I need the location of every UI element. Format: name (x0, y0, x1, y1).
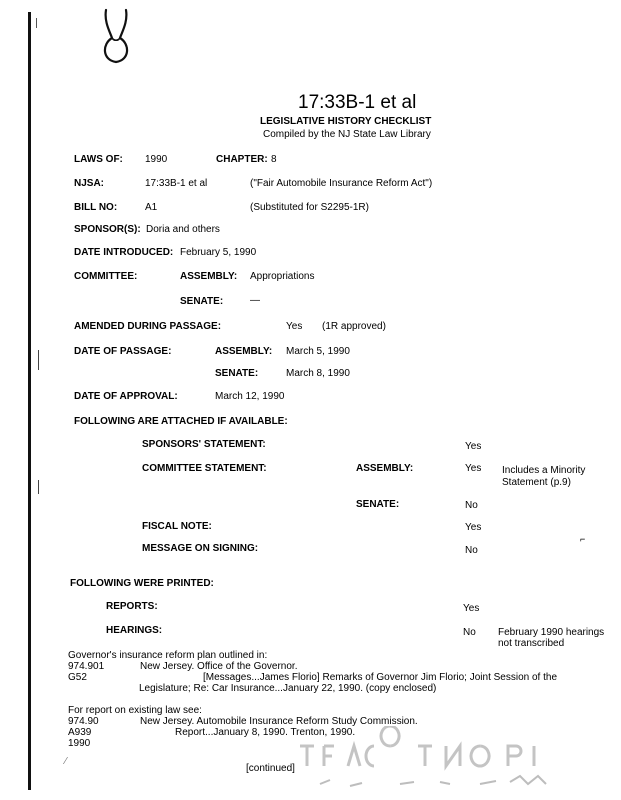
existing-law-citation-line: New Jersey. Automobile Insurance Reform Study Commission. (140, 716, 418, 727)
stray-mark: ⁄ (65, 756, 67, 767)
hearings-note-continued: not transcribed (498, 638, 565, 649)
message-on-signing-value: No (465, 545, 478, 556)
reports-label: REPORTS: (106, 601, 158, 612)
passage-assembly-value: March 5, 1990 (286, 346, 350, 357)
date-of-approval-value: March 12, 1990 (215, 391, 285, 402)
sponsors-label: SPONSOR(S): (74, 224, 141, 235)
chapter-value: 8 (271, 154, 277, 165)
existing-law-call-number-year: 1990 (68, 738, 91, 749)
date-of-passage-label: DATE OF PASSAGE: (74, 346, 172, 357)
bill-no-label: BILL NO: (74, 202, 118, 213)
committee-statement-senate-label: SENATE: (356, 499, 400, 510)
scan-edge-bar (28, 12, 31, 790)
sponsors-statement-value: Yes (465, 441, 482, 452)
document-compiled-by: Compiled by the NJ State Law Library (263, 129, 431, 140)
committee-assembly-label: ASSEMBLY: (180, 271, 238, 282)
printed-heading: FOLLOWING WERE PRINTED: (70, 578, 214, 589)
fiscal-note-label: FISCAL NOTE: (142, 521, 212, 532)
fiscal-note-value: Yes (465, 522, 482, 533)
committee-statement-assembly-label: ASSEMBLY: (356, 463, 414, 474)
committee-label: COMMITTEE: (74, 271, 138, 282)
existing-law-report-line: Report...January 8, 1990. Trenton, 1990. (175, 727, 356, 738)
continued-marker: [continued] (246, 763, 295, 774)
hearings-label: HEARINGS: (106, 625, 163, 636)
binder-clip-icon (96, 8, 136, 66)
committee-senate-value: — (250, 295, 260, 306)
date-of-approval-label: DATE OF APPROVAL: (74, 391, 178, 402)
act-name: ("Fair Automobile Insurance Reform Act") (250, 178, 433, 189)
minority-statement-page: Statement (p.9) (502, 477, 571, 488)
passage-assembly-label: ASSEMBLY: (215, 346, 273, 357)
laws-of-value: 1990 (145, 154, 168, 165)
date-introduced-label: DATE INTRODUCED: (74, 247, 174, 258)
sponsors-statement-label: SPONSORS' STATEMENT: (142, 439, 266, 450)
message-on-signing-label: MESSAGE ON SIGNING: (142, 543, 259, 554)
njsa-value: 17:33B-1 et al (145, 178, 208, 189)
bill-no-value: A1 (145, 202, 158, 213)
amended-value: Yes (286, 321, 303, 332)
committee-statement-assembly-value: Yes (465, 463, 482, 474)
existing-law-call-number-suffix: A939 (68, 727, 92, 738)
committee-statement-senate-value: No (465, 500, 478, 511)
sponsors-value: Doria and others (146, 224, 220, 235)
njsa-label: NJSA: (74, 178, 105, 189)
reports-value: Yes (463, 603, 480, 614)
scan-mark (36, 18, 37, 28)
governor-intro: Governor's insurance reform plan outlined in: (68, 650, 268, 661)
existing-law-call-number: 974.90 (68, 716, 99, 727)
governor-citation-messages: [Messages...James Florio] Remarks of Governor Jim Florio; Joint Session of the (203, 672, 558, 683)
document-title: LEGISLATIVE HISTORY CHECKLIST (260, 116, 432, 127)
governor-call-number: 974.901 (68, 661, 105, 672)
faded-stamp (290, 726, 590, 792)
committee-assembly-value: Appropriations (250, 271, 315, 282)
amended-label: AMENDED DURING PASSAGE: (74, 321, 222, 332)
passage-senate-label: SENATE: (215, 368, 259, 379)
minority-statement-note: Includes a Minority (502, 465, 586, 476)
date-introduced-value: February 5, 1990 (180, 247, 257, 258)
existing-law-intro: For report on existing law see: (68, 705, 202, 716)
stray-mark: ⌐ (580, 534, 586, 544)
committee-senate-label: SENATE: (180, 296, 224, 307)
hearings-note: February 1990 hearings (498, 627, 605, 638)
scan-mark (38, 480, 39, 494)
document-code: 17:33B-1 et al (298, 92, 417, 113)
scan-mark (38, 350, 39, 370)
chapter-label: CHAPTER: (216, 154, 268, 165)
bill-substitution-note: (Substituted for S2295-1R) (250, 202, 369, 213)
hearings-value: No (463, 627, 476, 638)
governor-call-number-suffix: G52 (68, 672, 87, 683)
governor-citation-legislature: Legislature; Re: Car Insurance...January 22, 1990. (copy enclosed) (139, 683, 437, 694)
governor-citation-line: New Jersey. Office of the Governor. (140, 661, 298, 672)
passage-senate-value: March 8, 1990 (286, 368, 350, 379)
amended-note: (1R approved) (322, 321, 386, 332)
laws-of-label: LAWS OF: (74, 154, 123, 165)
committee-statement-label: COMMITTEE STATEMENT: (142, 463, 267, 474)
attached-heading: FOLLOWING ARE ATTACHED IF AVAILABLE: (74, 416, 288, 427)
